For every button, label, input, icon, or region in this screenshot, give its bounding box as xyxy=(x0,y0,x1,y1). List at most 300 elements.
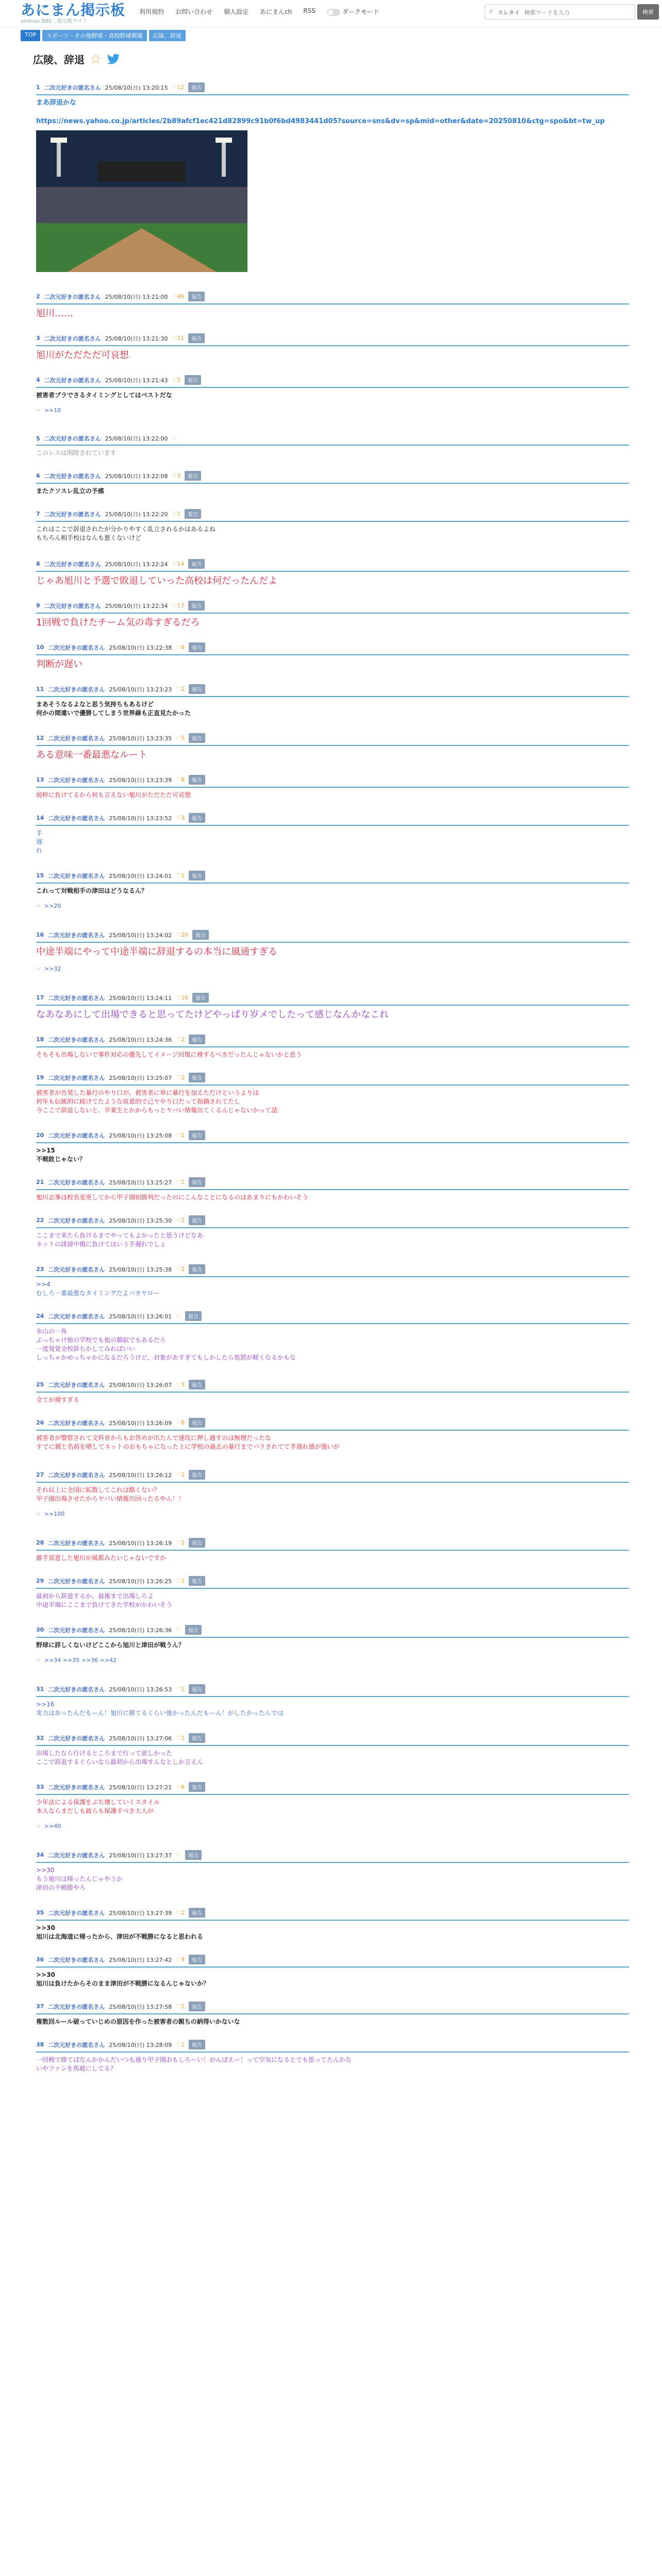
post xyxy=(36,434,629,457)
report-button[interactable]: 報告 xyxy=(185,509,201,519)
like-count: 5 xyxy=(181,735,185,741)
post-header xyxy=(36,559,629,569)
post-header xyxy=(36,1311,629,1321)
like-button[interactable]: ♡3 xyxy=(176,815,185,821)
post-body: 最初から辞退するか、最後まで出場しろよ 中途半端にここまで負けてきた学校がかわいそう xyxy=(36,1592,173,1608)
like-count: 1 xyxy=(181,2003,185,2010)
report-button[interactable]: 報告 xyxy=(189,1576,205,1586)
post-number[interactable]: 36 xyxy=(36,1956,44,1963)
post-header xyxy=(36,642,629,652)
breadcrumb-category[interactable]: スポーツ・その他野球・高校野球関連 xyxy=(42,30,147,41)
post xyxy=(36,1782,629,1829)
post-body: じゃあ旭川と予選で敗退していった高校は何だったんだよ xyxy=(36,575,277,586)
like-count: 4 xyxy=(181,1956,185,1963)
post-author: 二次元好きの匿名さん xyxy=(48,1179,105,1186)
post-author: 二次元好きの匿名さん xyxy=(48,1852,105,1859)
post-divider xyxy=(36,387,629,388)
like-count: 13 xyxy=(177,602,185,609)
post-body: それ以上に全国に拡散してこれは酷くない？ 甲子園出場させたからヤバい情報出回ったるやん！！ xyxy=(36,1486,185,1502)
post-author: 二次元好きの匿名さん xyxy=(48,1074,105,1081)
post-number[interactable]: 33 xyxy=(36,1784,44,1790)
post-number[interactable]: 37 xyxy=(36,2003,44,2010)
post-header xyxy=(36,775,629,785)
post-body: 被害者が告発した暴行のやり口が、被害者に単に暴行を加えただけというよりは 何年も伝統的に続けてたような故意的で己ヤやり口だって指摘されてたし 今ここで辞退しないと、卒業生とかからもっとヤバい情報出てくるんじゃないかって話 xyxy=(36,1089,278,1114)
post xyxy=(36,1576,629,1609)
like-count: 1 xyxy=(181,1471,185,1478)
report-button[interactable]: 報告 xyxy=(189,1955,205,1964)
nav-rss[interactable]: RSS xyxy=(303,7,316,14)
reply-anchor-links[interactable]: >>40 xyxy=(44,1823,61,1829)
post xyxy=(36,509,629,543)
post-body: まあそうなるよなと思う気持ちもあるけど 何かの間違いで優勝してしまう世界線も正直見たかった xyxy=(36,701,191,717)
post xyxy=(36,2040,629,2073)
search-input[interactable] xyxy=(523,7,628,18)
like-count: 1 xyxy=(177,511,181,517)
post-divider xyxy=(36,1967,629,1968)
like-button[interactable]: ♡2 xyxy=(176,1217,185,1224)
post-header xyxy=(36,1850,629,1860)
like-button[interactable]: ♡8 xyxy=(176,1419,185,1426)
post-body: 氷山の一角 ぶっちゃけ他の学校でも他の類似でもあるだろ 一度発覚全校辞ちかしてみればいい しっちゃかめっちゃかになるだろうけど、対象があすぎてもしかしたら処罰が軽くなるかもな xyxy=(36,1328,296,1361)
like-button[interactable]: ♡1 xyxy=(176,1539,185,1546)
post-author: 二次元好きの匿名さん xyxy=(44,335,101,342)
report-button[interactable]: 報告 xyxy=(189,642,205,652)
post-number[interactable]: 6 xyxy=(36,472,40,479)
post-date: 25/08/10(日) 13:27:42 xyxy=(109,1956,172,1963)
post-number[interactable]: 24 xyxy=(36,1313,44,1319)
breadcrumb xyxy=(21,30,186,41)
like-button[interactable]: ♡5 xyxy=(176,735,185,741)
post xyxy=(36,1538,629,1563)
post-header xyxy=(36,1625,629,1635)
reply-hand-icon: ☞ xyxy=(36,1657,41,1664)
toggle-switch-icon[interactable] xyxy=(327,9,340,16)
nav-contact[interactable]: お問い合わせ xyxy=(175,8,213,15)
post-header xyxy=(36,2040,629,2049)
like-count: 2 xyxy=(181,1074,185,1081)
post-author: 二次元好きの匿名さん xyxy=(44,472,101,480)
post-date: 25/08/10(日) 13:27:21 xyxy=(109,1784,172,1791)
post-body: 出場したなら行けるところまで行って欲しかった ここで辞退するぐらいなら最初から出場すんなとしか言えん xyxy=(36,1750,204,1766)
report-button[interactable]: 報告 xyxy=(189,1215,205,1225)
breadcrumb-top[interactable]: TOP xyxy=(21,30,40,41)
post-body: >>30 旭川は北海道に帰ったから、津田が不戦勝になると思われる xyxy=(36,1924,204,1940)
like-button[interactable]: ♡ xyxy=(176,1626,181,1633)
post-number[interactable]: 13 xyxy=(36,776,44,783)
post-header xyxy=(36,434,629,443)
post-body: >>30 もう旭川は帰ったんじゃやうか 津田の不戦勝やろ xyxy=(36,1867,123,1891)
post-date: 25/08/10(日) 13:25:27 xyxy=(109,1179,172,1186)
reply-anchor-links[interactable]: >>32 xyxy=(44,965,61,972)
report-button[interactable]: 報告 xyxy=(189,733,205,743)
post xyxy=(36,930,629,972)
like-count: 1 xyxy=(181,1539,185,1546)
post-number[interactable]: 35 xyxy=(36,1909,44,1916)
post-date: 25/08/10(日) 13:27:37 xyxy=(109,1852,172,1859)
like-button[interactable]: ♡11 xyxy=(172,335,185,342)
report-button[interactable]: 報告 xyxy=(189,1733,205,1743)
post-author: 二次元好きの匿名さん xyxy=(44,561,101,568)
post-author: 二次元好きの匿名さん xyxy=(48,1626,105,1634)
report-button[interactable]: 報告 xyxy=(185,471,201,481)
attached-stadium-photo[interactable] xyxy=(36,130,247,272)
post-number[interactable]: 10 xyxy=(36,644,44,651)
post-body: これって対戦相手の津田はどうなるん？ xyxy=(36,887,148,894)
like-button[interactable]: ♡1 xyxy=(176,1735,185,1741)
report-button[interactable]: 報告 xyxy=(189,871,205,880)
post-divider xyxy=(36,1084,629,1086)
like-button[interactable]: ♡26 xyxy=(176,931,189,938)
post xyxy=(36,375,629,414)
post-header xyxy=(36,375,629,385)
like-count: 6 xyxy=(181,1784,185,1790)
nav-terms[interactable]: 利用規約 xyxy=(139,8,164,15)
report-button[interactable]: 報告 xyxy=(189,1470,205,1480)
reply-hand-icon: ☞ xyxy=(36,1511,41,1517)
post-body: 手 遅 れ xyxy=(36,829,43,854)
post-divider xyxy=(36,1323,629,1324)
post-body: ここまで来たら負けるまでやってもよかったと思うけどなあ ネットの誹謗中傷に負けてはいう手遅れでしょ xyxy=(36,1232,204,1248)
report-button[interactable]: 報告 xyxy=(189,1684,205,1694)
post-header xyxy=(36,82,629,92)
post-header xyxy=(36,1684,629,1694)
post-date: 25/08/10(日) 13:26:25 xyxy=(109,1578,172,1585)
reply-anchors[interactable] xyxy=(36,407,629,414)
like-button[interactable]: ♡2 xyxy=(176,686,185,692)
post-number[interactable]: 18 xyxy=(36,1036,44,1043)
like-button[interactable]: ♡6 xyxy=(176,1784,185,1790)
post xyxy=(36,292,629,320)
post-author: 二次元好きの匿名さん xyxy=(48,644,105,651)
post-number[interactable]: 30 xyxy=(36,1626,44,1633)
post-number[interactable]: 9 xyxy=(36,602,40,609)
report-button[interactable]: 報告 xyxy=(189,1130,205,1140)
post-number[interactable]: 5 xyxy=(36,435,40,442)
like-button[interactable]: ♡2 xyxy=(176,1909,185,1916)
post-author: 二次元好きの匿名さん xyxy=(48,994,105,1002)
post xyxy=(36,1215,629,1249)
post-number[interactable]: 31 xyxy=(36,1686,44,1692)
favorite-star-icon[interactable]: ☆ xyxy=(90,51,102,67)
like-button[interactable]: ♡5 xyxy=(172,377,181,383)
post-author: 二次元好きの匿名さん xyxy=(48,1266,105,1273)
post-date: 25/08/10(日) 13:27:39 xyxy=(109,1909,172,1917)
logo-text[interactable]: あにまん掲示板 xyxy=(21,2,126,19)
post-divider xyxy=(36,94,629,95)
post xyxy=(36,601,629,629)
search-scope-select[interactable]: スレタイ xyxy=(498,9,520,16)
like-button[interactable]: ♡16 xyxy=(176,994,189,1001)
report-button[interactable]: 報告 xyxy=(189,2002,205,2011)
post-author: 二次元好きの匿名さん xyxy=(48,735,105,742)
like-button[interactable]: ♡1 xyxy=(176,1132,185,1139)
report-button[interactable]: 報告 xyxy=(189,1538,205,1548)
report-button[interactable]: 報告 xyxy=(192,993,209,1003)
reply-hand-icon: ☞ xyxy=(36,407,41,414)
post-number[interactable]: 3 xyxy=(36,335,40,342)
report-button[interactable]: 報告 xyxy=(189,1418,205,1428)
post xyxy=(36,1908,629,1941)
post-number[interactable]: 2 xyxy=(36,293,40,300)
like-button[interactable]: ♡3 xyxy=(172,472,181,479)
reply-anchor-links[interactable]: >>100 xyxy=(44,1511,65,1517)
post xyxy=(36,1955,629,1988)
post xyxy=(36,1264,629,1298)
post-body: なあなあにして出場できると思ってたけどやっぱり岁メでしたって感じなんかなこれ xyxy=(36,1009,389,1020)
post-header xyxy=(36,1035,629,1044)
post-number[interactable]: 27 xyxy=(36,1471,44,1478)
like-button[interactable]: ♡3 xyxy=(176,1381,185,1388)
post-author: 二次元好きの匿名さん xyxy=(48,776,105,784)
report-button[interactable]: 報告 xyxy=(189,1073,205,1082)
like-count: 1 xyxy=(181,1578,185,1584)
post xyxy=(36,1470,629,1517)
post-number[interactable]: 21 xyxy=(36,1179,44,1185)
reply-hand-icon: ☞ xyxy=(36,1823,41,1829)
breadcrumb-thread[interactable]: 広陵、辞退 xyxy=(149,30,186,41)
post-author: 二次元好きの匿名さん xyxy=(48,1217,105,1224)
post-number[interactable]: 7 xyxy=(36,511,40,517)
post-date: 25/08/10(日) 13:24:02 xyxy=(109,931,172,939)
reply-anchors[interactable] xyxy=(36,1511,629,1517)
like-button[interactable]: ♡13 xyxy=(172,602,185,609)
like-button[interactable]: ♡6 xyxy=(176,644,185,651)
post-divider xyxy=(36,1637,629,1638)
like-button[interactable]: ♡1 xyxy=(176,2003,185,2010)
like-count: 12 xyxy=(177,84,185,91)
reply-anchors[interactable] xyxy=(36,965,629,972)
like-button[interactable]: ♡12 xyxy=(172,84,185,91)
post-date: 25/08/10(日) 13:25:38 xyxy=(109,1266,172,1273)
report-button[interactable]: 報告 xyxy=(185,1850,202,1860)
post-divider xyxy=(36,745,629,746)
post-date: 25/08/10(日) 13:23:23 xyxy=(109,686,172,693)
like-count: 1 xyxy=(181,1686,185,1692)
post-header xyxy=(36,930,629,940)
post-divider xyxy=(36,1227,629,1228)
post-header xyxy=(36,1177,629,1187)
report-button[interactable]: 報告 xyxy=(189,684,205,694)
reply-anchors[interactable] xyxy=(36,1823,629,1829)
report-button[interactable]: 報告 xyxy=(189,1782,205,1792)
post-number[interactable]: 17 xyxy=(36,994,44,1001)
post-body: 旭川…… xyxy=(36,308,73,319)
like-button[interactable]: ♡ xyxy=(176,1313,181,1319)
post-number[interactable]: 12 xyxy=(36,735,44,741)
site-logo[interactable] xyxy=(21,2,125,25)
post-divider xyxy=(36,787,629,788)
post-number[interactable]: 32 xyxy=(36,1735,44,1741)
post-number[interactable]: 25 xyxy=(36,1381,44,1388)
like-button[interactable]: ♡1 xyxy=(176,1179,185,1185)
like-button[interactable]: ♡8 xyxy=(176,776,185,783)
nav-animanch[interactable]: あにまんch xyxy=(260,8,292,15)
like-button[interactable]: ♡1 xyxy=(172,511,181,517)
report-button[interactable]: 報告 xyxy=(189,775,205,785)
post-author: 二次元好きの匿名さん xyxy=(44,377,101,384)
report-button[interactable]: 報告 xyxy=(189,1035,205,1044)
post-date: 25/08/10(日) 13:27:58 xyxy=(109,2003,172,2010)
site-header xyxy=(0,0,662,27)
post-number[interactable]: 29 xyxy=(36,1578,44,1584)
post xyxy=(36,1380,629,1404)
report-button[interactable]: 報告 xyxy=(189,1264,205,1274)
post-number[interactable]: 22 xyxy=(36,1217,44,1224)
like-count: 6 xyxy=(181,644,185,651)
post xyxy=(36,642,629,671)
like-count: 2 xyxy=(181,1217,185,1224)
like-button[interactable]: ♡1 xyxy=(176,872,185,879)
report-button[interactable]: 報告 xyxy=(188,82,205,92)
post-divider xyxy=(36,942,629,943)
like-button[interactable]: ♡4 xyxy=(176,1956,185,1963)
post-number[interactable]: 38 xyxy=(36,2041,44,2048)
report-button[interactable]: 報告 xyxy=(189,1177,205,1187)
post-date: 25/08/10(日) 13:24:11 xyxy=(109,994,172,1002)
reply-anchors[interactable] xyxy=(36,1657,629,1664)
post xyxy=(36,2002,629,2026)
like-count: 11 xyxy=(177,335,185,342)
post-body: またクソスレ乱立の予感 xyxy=(36,487,104,495)
post-number[interactable]: 15 xyxy=(36,872,44,879)
report-button[interactable]: 報告 xyxy=(188,601,205,611)
post-date: 25/08/10(日) 13:22:24 xyxy=(105,561,168,568)
report-button[interactable]: 報告 xyxy=(189,1380,205,1389)
post-number[interactable]: 4 xyxy=(36,377,40,383)
post-date: 25/08/10(日) 13:22:38 xyxy=(109,644,172,651)
post xyxy=(36,1625,629,1664)
top-nav xyxy=(139,7,379,16)
like-button[interactable]: ♡1 xyxy=(176,1686,185,1692)
post-header xyxy=(36,1215,629,1225)
like-count: 46 xyxy=(177,293,185,300)
post-date: 25/08/10(日) 13:26:19 xyxy=(109,1539,172,1547)
post-body: 旭川がただただ可哀想 xyxy=(36,350,129,361)
post-date: 25/08/10(日) 13:26:36 xyxy=(109,1626,172,1634)
like-button[interactable]: ♡ xyxy=(172,435,177,442)
post-header xyxy=(36,1955,629,1964)
post-number[interactable]: 19 xyxy=(36,1074,44,1081)
post xyxy=(36,333,629,362)
post-divider xyxy=(36,1046,629,1047)
post-divider xyxy=(36,345,629,346)
report-button[interactable]: 報告 xyxy=(189,1908,205,1918)
post-date: 25/08/10(日) 13:26:07 xyxy=(109,1381,172,1388)
post-date: 25/08/10(日) 13:27:06 xyxy=(109,1735,172,1742)
post xyxy=(36,813,629,855)
post-number[interactable]: 14 xyxy=(36,815,44,821)
like-count: 1 xyxy=(181,1179,185,1185)
post xyxy=(36,993,629,1021)
post-divider xyxy=(36,521,629,522)
post-number[interactable]: 16 xyxy=(36,931,44,938)
thread-title-row xyxy=(33,52,120,66)
report-button[interactable]: 報告 xyxy=(192,930,209,940)
post-author: 二次元好きの匿名さん xyxy=(48,1956,105,1963)
post-divider xyxy=(36,2013,629,2014)
reply-hand-icon: ☞ xyxy=(36,965,41,972)
post-header xyxy=(36,1576,629,1586)
post-author: 二次元好きの匿名さん xyxy=(48,1036,105,1043)
post-body: >>15 不戦敗じゃない？ xyxy=(36,1147,86,1163)
like-button[interactable]: ♡1 xyxy=(176,1578,185,1584)
twitter-bird-icon[interactable] xyxy=(107,54,120,65)
post-header xyxy=(36,292,629,301)
report-button[interactable]: 報告 xyxy=(185,1311,202,1321)
post xyxy=(36,1177,629,1202)
post xyxy=(36,1850,629,1892)
report-button[interactable]: 報告 xyxy=(185,1625,202,1635)
post-divider xyxy=(36,696,629,697)
post-date: 25/08/10(日) 13:23:52 xyxy=(109,815,172,822)
like-button[interactable]: ♡2 xyxy=(176,1036,185,1043)
report-button[interactable]: 報告 xyxy=(188,559,205,569)
reply-anchor-links[interactable]: >>10 xyxy=(44,407,61,414)
post-date: 25/08/10(日) 13:22:20 xyxy=(105,511,168,518)
post-divider xyxy=(36,1588,629,1589)
post-author: 二次元好きの匿名さん xyxy=(48,1578,105,1585)
post-date: 25/08/10(日) 13:21:30 xyxy=(105,335,168,342)
like-button[interactable]: ♡1 xyxy=(176,1471,185,1478)
post-number[interactable]: 28 xyxy=(36,1539,44,1546)
post-number[interactable]: 23 xyxy=(36,1266,44,1273)
post-divider xyxy=(36,1696,629,1697)
like-button[interactable]: ♡14 xyxy=(172,561,185,567)
reply-anchor-links[interactable]: >>20 xyxy=(44,903,61,909)
report-button[interactable]: 報告 xyxy=(188,333,205,343)
post-body: 純粋に負けてるから何も言えない旭川がただただ可哀想 xyxy=(36,791,191,799)
post-number[interactable]: 11 xyxy=(36,686,44,692)
like-button[interactable]: ♡2 xyxy=(176,1266,185,1273)
like-button[interactable]: ♡1 xyxy=(176,2041,185,2048)
post-divider xyxy=(36,1862,629,1863)
post-body: 一回戦で勝てばなんかかんだいつも通り甲子園おもしろーい！がんばえー！って空気になるとでも思ってたんかな いやファンを馬鹿にしてる？ xyxy=(36,2056,352,2072)
post-divider xyxy=(36,654,629,655)
stadium-image xyxy=(36,130,247,272)
nav-settings[interactable]: 個人設定 xyxy=(224,8,249,15)
post-number[interactable]: 1 xyxy=(36,84,40,91)
post-date: 25/08/10(日) 13:21:43 xyxy=(105,377,168,384)
dark-mode-toggle[interactable] xyxy=(327,7,379,16)
reply-hand-icon: ☞ xyxy=(36,903,41,909)
like-button[interactable]: ♡ xyxy=(176,1852,181,1858)
like-button[interactable]: ♡2 xyxy=(176,1074,185,1081)
report-button[interactable]: 報告 xyxy=(185,375,201,385)
reply-anchor-links[interactable]: >>34 >>35 >>36 >>42 xyxy=(44,1657,117,1664)
report-button[interactable]: 報告 xyxy=(189,2040,205,2049)
report-button[interactable]: 報告 xyxy=(189,813,205,823)
like-count: 2 xyxy=(181,1909,185,1916)
post-author: 二次元好きの匿名さん xyxy=(48,1686,105,1693)
report-button[interactable]: 報告 xyxy=(188,292,205,301)
post xyxy=(36,471,629,496)
post-body: 複数回ルール破っていじめの原因を作った被害者の親ちの納得いかないな xyxy=(36,2018,240,2025)
post-body: 1回戦で負けたチーム気の毒すぎるだろ xyxy=(36,617,200,628)
reply-anchors[interactable] xyxy=(36,903,629,909)
like-count: 3 xyxy=(177,472,181,479)
search-button[interactable]: 検索 xyxy=(637,4,659,20)
post-number[interactable]: 20 xyxy=(36,1132,44,1139)
post-number[interactable]: 8 xyxy=(36,561,40,567)
post-header xyxy=(36,1418,629,1428)
post-header xyxy=(36,333,629,343)
post-number[interactable]: 26 xyxy=(36,1419,44,1426)
post xyxy=(36,1073,629,1115)
post-body: まあ辞退かな https://news.yahoo.co.jp/articles/2b89afcf1ec421d82899c91b0f6bd4983441d05?source=sns&dv=sp&mid=other&date=20250810&ctg=spo&bt=tw_up xyxy=(36,99,605,125)
post-number[interactable]: 34 xyxy=(36,1852,44,1858)
post-divider xyxy=(36,1430,629,1431)
like-button[interactable]: ♡46 xyxy=(172,293,185,300)
